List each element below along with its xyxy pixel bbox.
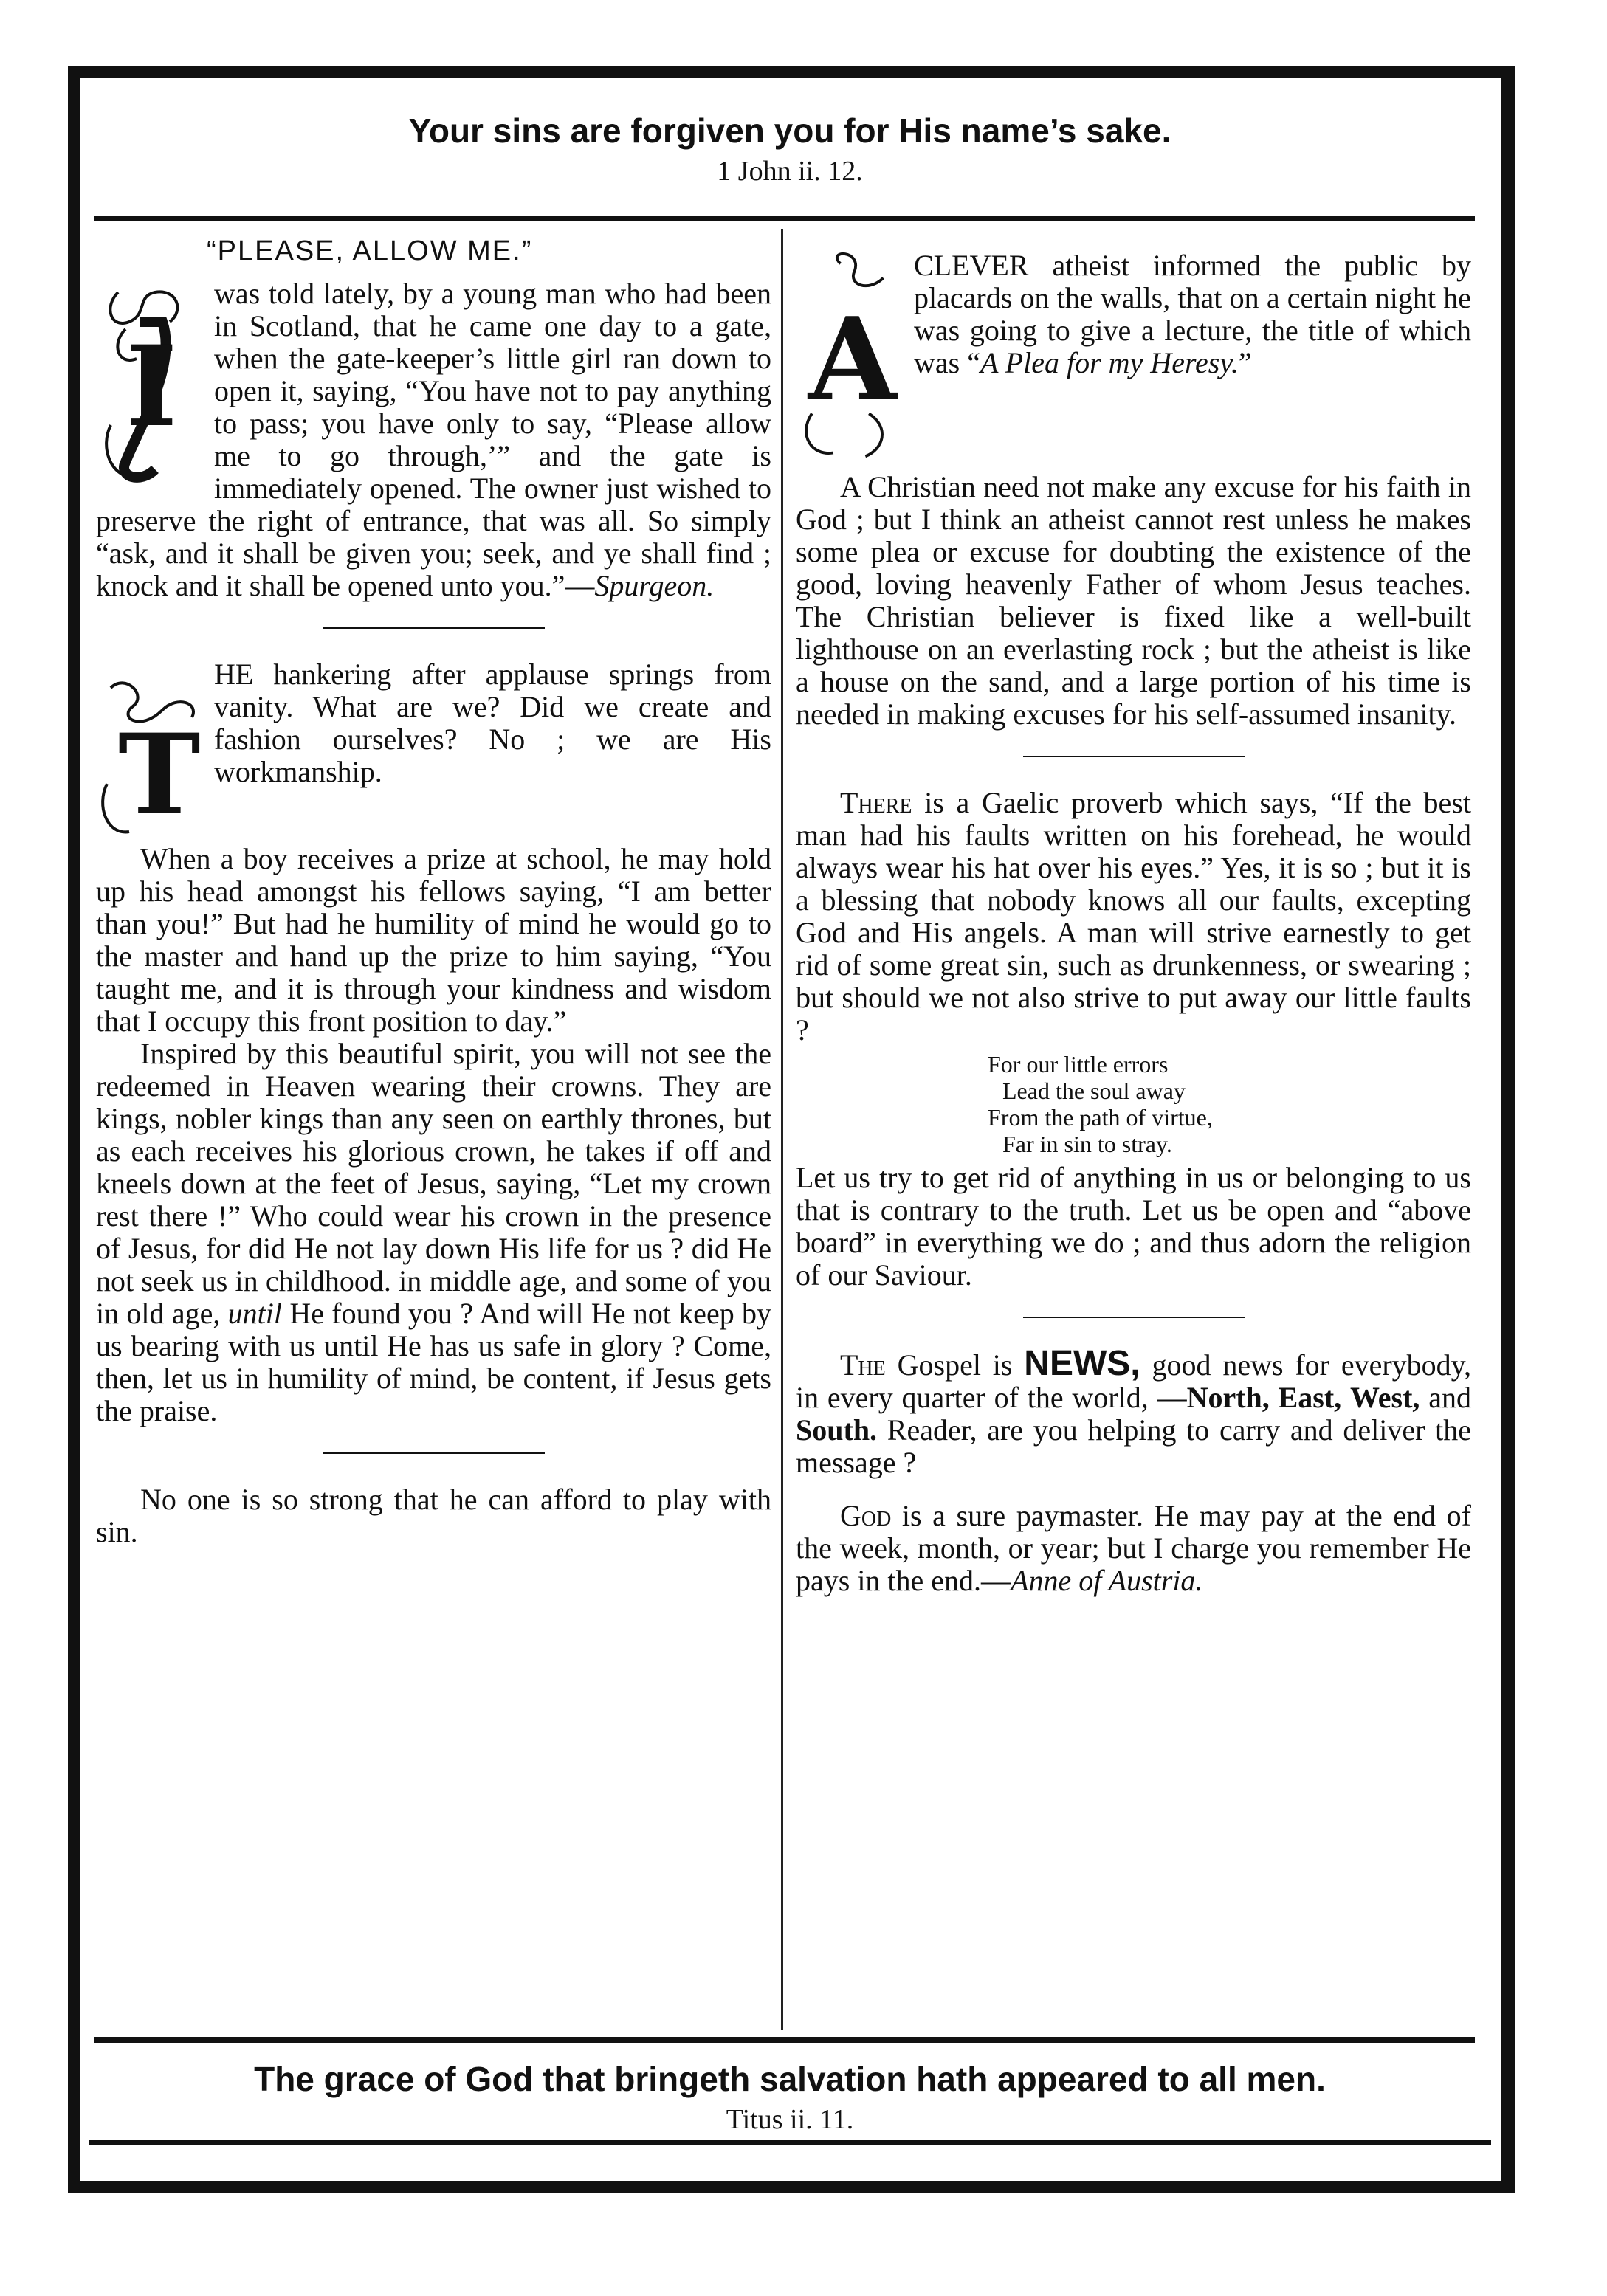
section-divider	[323, 1452, 545, 1454]
article-text: was told lately, by a young man who had been in Scotland, that he came one day to a gate, when the gate-keeper’s little girl ran down to open it, saying, “You have not to pay anything to pass; you have only to say, “Please allow me to go through,’” and the gate is immediately opened. The owner just wished to preserve the right of entrance, that was all. So simply “ask, and it shall be given you; seek, and ye shall find ; knock and it shall be opened unto you.”—	[96, 277, 771, 602]
poem	[988, 1051, 1471, 1157]
news-emphasis: NEWS,	[1024, 1344, 1140, 1383]
article-paragraph: HE hankering after applause springs from vanity. What are we? Did we create and fashion ourselves? No ; we are His workmanship.	[214, 658, 771, 788]
dropcap-letter: A	[808, 293, 897, 427]
lecture-title: A Plea for my Heresy.	[980, 346, 1239, 379]
page-border-left	[68, 66, 80, 2192]
lead-word: God	[840, 1499, 892, 1532]
article-text: is a Gaelic proverb which says, “If the best man had his faults written on his forehead, he would always wear his hat over his eyes.” Yes, it is so ; but it is a blessing that nobody knows all our faults, excepting God and His angels. A man will strive earnestly to get rid of some great sin, such as drunkenness, or swearing ; but should we not also strive to put away our little faults ?	[796, 786, 1471, 1047]
article-paragraph	[796, 1344, 1472, 1479]
emphasis-text: until	[227, 1297, 283, 1330]
section-divider	[1023, 1317, 1245, 1318]
compass-north: North,	[1186, 1381, 1270, 1414]
article-text: and	[1428, 1381, 1472, 1414]
dropcap-letter: T	[118, 710, 201, 840]
article-text: Reader, are you helping to carry and deliver the message ?	[796, 1413, 1472, 1479]
compass-south: South.	[796, 1413, 878, 1447]
article-paragraph	[796, 787, 1471, 1047]
footer-rule-lower	[89, 2140, 1491, 2145]
article-text: CLEVER atheist informed the public by placards on the walls, that on a certain night he was going to give a lecture, the title of which was “	[914, 249, 1471, 379]
article-text: He found you ? And will He not keep by us bearing with us until He has us safe in glory ? Come, then, let us in humility of mind, be content, if Jesus gets the praise.	[96, 1297, 772, 1427]
article-text: ”	[1238, 346, 1252, 379]
article-paragraph: When a boy receives a prize at school, he may hold up his head amongst his fellows saying, “I am better than you!” But had he humility of mind he would go to the master and hand up the prize to him saying, “You taught me, and it is through your kindness and wisdom that I occupy this front position to day.”	[96, 842, 771, 1038]
header-verse: Your sins are forgiven you for His name’s sake.	[408, 111, 1171, 150]
dropcap-t-ornament	[96, 658, 207, 843]
compass-west: West,	[1350, 1381, 1420, 1414]
dropcap-letter: I	[125, 322, 178, 452]
column-divider	[781, 229, 783, 2030]
article-text: is a sure paymaster. He may pay at the end of the week, month, or year; but I charge you remember He pays in the end.—	[796, 1499, 1471, 1597]
page-border-bottom	[68, 2181, 1515, 2193]
page-border-right	[1501, 66, 1515, 2192]
section-divider	[1023, 756, 1245, 757]
footer-reference: Titus ii. 11.	[726, 2104, 854, 2135]
article-paragraph	[96, 1038, 771, 1427]
attribution: Spurgeon.	[594, 569, 715, 602]
article-paragraph	[796, 1500, 1471, 1597]
footer-verse: The grace of God that bringeth salvation hath appeared to all men.	[254, 2060, 1326, 2098]
article-text: good news for everybody, in every quarter of the world, —	[796, 1348, 1472, 1414]
article-paragraph: No one is so strong that he can afford to play with sin.	[96, 1483, 771, 1548]
poem-line: Lead the soul away	[1002, 1078, 1186, 1104]
footer-rule	[94, 2037, 1475, 2043]
compass-east: East,	[1278, 1381, 1342, 1414]
right-column	[796, 249, 1471, 1597]
dropcap-a-ornament	[796, 249, 906, 471]
page-border-top	[68, 66, 1504, 78]
header-reference: 1 John ii. 12.	[717, 156, 863, 187]
poem-line: Far in sin to stray.	[1002, 1131, 1172, 1157]
poem-line: For our little errors	[988, 1051, 1169, 1078]
dropcap-i-ornament	[96, 277, 207, 492]
header-rule	[94, 216, 1475, 221]
attribution: Anne of Austria.	[1011, 1564, 1203, 1597]
article-title: “PLEASE, ALLOW ME.”	[207, 235, 533, 266]
left-column	[96, 235, 771, 1548]
article-paragraph: Let us try to get rid of anything in us or belonging to us that is contrary to the truth. Let us be open and “above board” in everything we do ; and thus adorn the religion of our Saviour.	[796, 1161, 1471, 1292]
article-text: Inspired by this beautiful spirit, you will not see the redeemed in Heaven wearing their crowns. They are kings, nobler kings than any seen on earthly thrones, but as each receives his glorious crown, he takes if off and kneels down at the feet of Jesus, saying, “Let my crown rest there !” Who could wear his crown in the presence of Jesus, for did He not lay down His life for us ? did He not seek us in childhood. in middle age, and some of you in old age,	[96, 1037, 771, 1330]
lead-word: The	[840, 1348, 886, 1382]
article-paragraph: A Christian need not make any excuse for his faith in God ; but I think an atheist cannot rest unless he makes some plea or excuse for doubting the existence of the good, loving heavenly Father of whom Jesus teaches. The Christian believer is fixed like a well-built lighthouse on an everlasting rock ; but the atheist is like a house on the sand, and a large portion of his time is needed in making excuses for his self-assumed insanity.	[796, 470, 1471, 731]
lead-word: There	[840, 786, 912, 819]
poem-line: From the path of virtue,	[988, 1104, 1213, 1131]
section-divider	[323, 627, 545, 629]
article-text: Gospel is	[897, 1348, 1013, 1382]
